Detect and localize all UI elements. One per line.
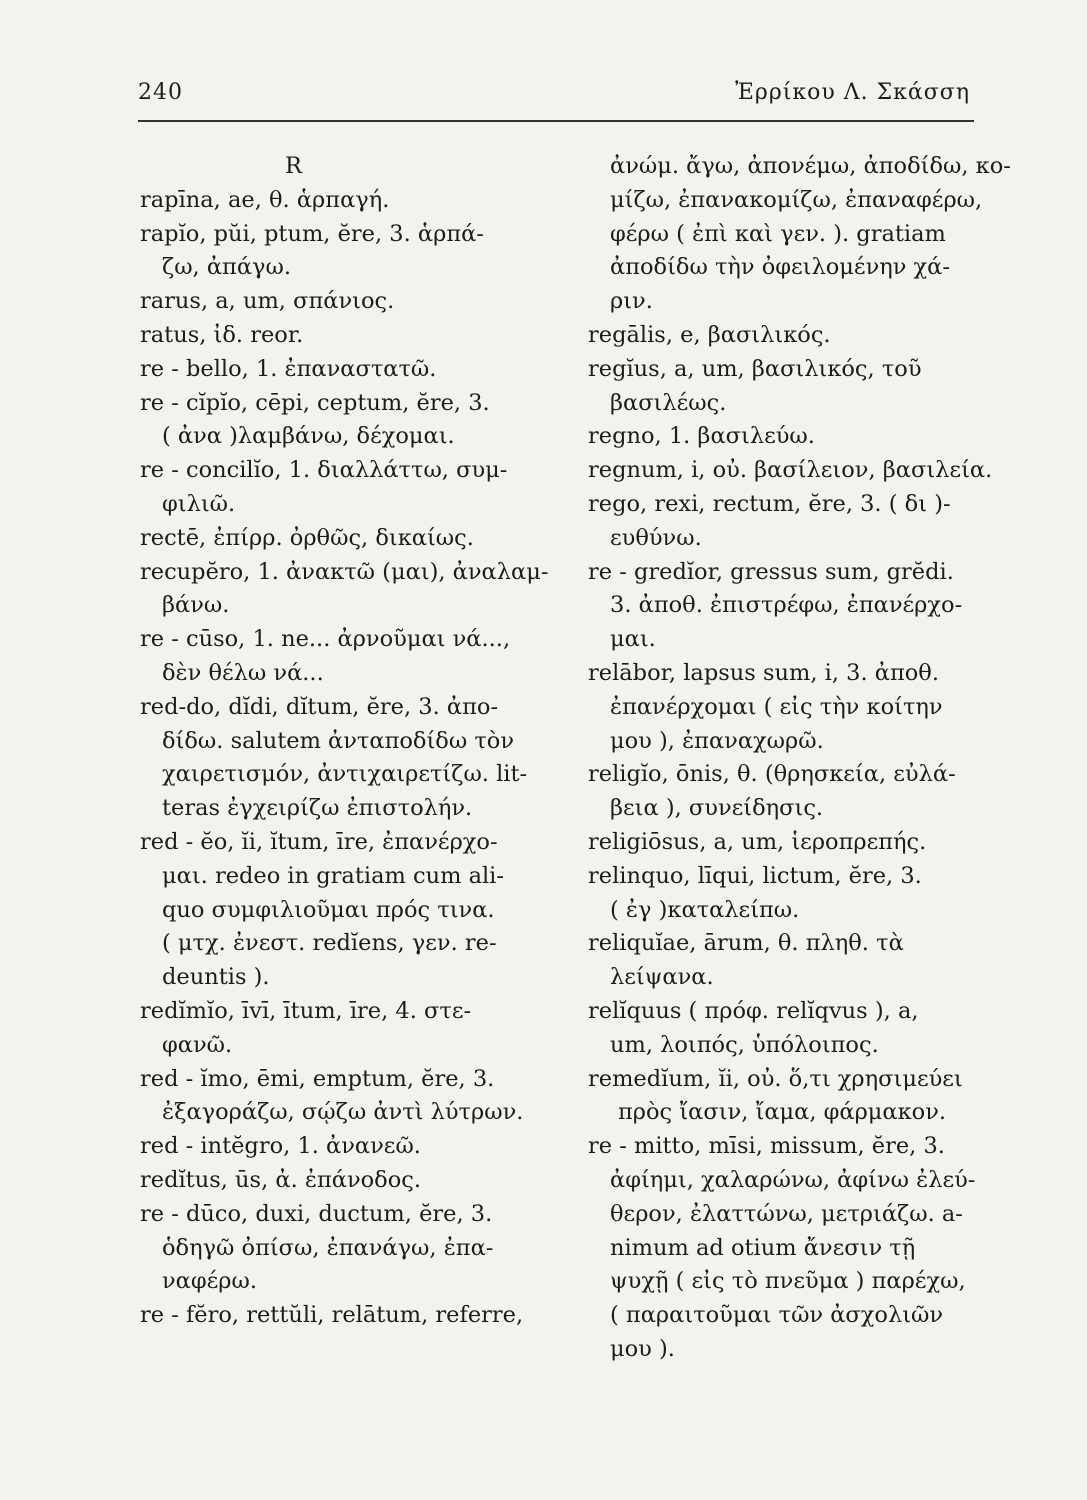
- dictionary-line: θερον, ἐλαττώνω, μετριάζω. a-: [610, 1200, 963, 1227]
- dictionary-line: φιλιῶ.: [162, 490, 236, 517]
- dictionary-line: ( ἀνα )λαμβάνω, δέχομαι.: [162, 423, 455, 450]
- dictionary-line: relĭquus ( πρόφ. relĭqvus ), a,: [588, 997, 919, 1024]
- dictionary-line: rapĭo, pŭi, ptum, ĕre, 3. ἁρπά-: [140, 220, 484, 247]
- dictionary-line: religiōsus, a, um, ἱεροπρεπής.: [588, 828, 927, 855]
- dictionary-line: nimum ad otium ἄνεσιν τῇ: [610, 1234, 916, 1261]
- dictionary-line: um, λοιπός, ὑπόλοιπος.: [610, 1031, 879, 1058]
- dictionary-line: ( μτχ. ἐνεστ. redĭens, γεν. re-: [162, 930, 497, 957]
- dictionary-line: regnum, i, οὐ. βασίλειον, βασιλεία.: [588, 457, 993, 484]
- dictionary-line: βάνω.: [162, 592, 230, 619]
- dictionary-line: red-do, dĭdi, dĭtum, ĕre, 3. ἀπο-: [140, 693, 499, 720]
- dictionary-line: redĭmĭo, īvī, ītum, īre, 4. στε-: [140, 997, 472, 1024]
- dictionary-line: ἀνώμ. ἄγω, ἀπονέμω, ἀποδίδω, κο-: [610, 153, 1011, 179]
- page-header: [138, 80, 970, 116]
- dictionary-line: ψυχῇ ( εἰς τὸ πνεῦμα ) παρέχω,: [610, 1268, 966, 1295]
- section-letter: R: [285, 153, 303, 179]
- dictionary-line: relābor, lapsus sum, i, 3. ἀποθ.: [588, 659, 939, 686]
- dictionary-line: δὲν θέλω νά...: [162, 659, 324, 686]
- dictionary-line: δίδω. salutem ἀνταποδίδω τὸν: [162, 727, 514, 754]
- dictionary-line: rectē, ἐπίρρ. ὀρθῶς, δικαίως.: [140, 524, 474, 551]
- dictionary-line: deuntis ).: [162, 964, 270, 991]
- dictionary-line: rarus, a, um, σπάνιος.: [140, 288, 395, 315]
- dictionary-line: μαι.: [610, 626, 656, 653]
- dictionary-line: remedĭum, ĭi, οὐ. ὅ,τι χρησιμεύει: [588, 1065, 963, 1092]
- dictionary-line: μαι. redeo in gratiam cum ali-: [162, 862, 504, 889]
- dictionary-line: ( ἐγ )καταλείπω.: [610, 896, 800, 923]
- dictionary-line: re - concilĭo, 1. διαλλάττω, συμ-: [140, 457, 508, 484]
- dictionary-line: πρὸς ἴασιν, ἴαμα, φάρμακον.: [618, 1099, 947, 1126]
- dictionary-line: χαιρετισμόν, ἀντιχαιρετίζω. lit-: [162, 761, 528, 788]
- dictionary-line: ναφέρω.: [162, 1268, 258, 1295]
- dictionary-line: reliquĭae, ārum, θ. πληθ. τὰ: [588, 930, 904, 957]
- dictionary-line: re - cĭpĭo, cēpi, ceptum, ĕre, 3.: [140, 389, 490, 416]
- dictionary-line: re - fĕro, rettŭli, relātum, referre,: [140, 1302, 524, 1329]
- dictionary-line: ὁδηγῶ ὀπίσω, ἐπανάγω, ἐπα-: [162, 1234, 494, 1261]
- dictionary-line: relinquo, līqui, lictum, ĕre, 3.: [588, 862, 922, 889]
- dictionary-line: regālis, e, βασιλικός.: [588, 321, 831, 348]
- dictionary-line: ευθύνω.: [610, 524, 702, 551]
- dictionary-line: teras ἐγχειρίζω ἐπιστολήν.: [162, 795, 473, 822]
- dictionary-line: βεια ), συνείδησις.: [610, 795, 824, 822]
- dictionary-line: φέρω ( ἐπὶ καὶ γεν. ). gratiam: [610, 220, 946, 247]
- dictionary-line: re - mitto, mīsi, missum, ĕre, 3.: [588, 1133, 945, 1160]
- dictionary-line: λείψανα.: [610, 964, 714, 991]
- dictionary-line: re - gredĭor, gressus sum, grĕdi.: [588, 558, 954, 585]
- dictionary-line: red - intĕgro, 1. ἀνανεῶ.: [140, 1133, 421, 1160]
- running-head: Ἐρρίκου Λ. Σκάσση: [735, 80, 970, 105]
- dictionary-line: ζω, ἀπάγω.: [162, 254, 291, 281]
- dictionary-line: 3. ἀποθ. ἐπιστρέφω, ἐπανέρχο-: [610, 592, 963, 619]
- dictionary-line: μου ), ἐπαναχωρῶ.: [610, 727, 824, 754]
- dictionary-line: religĭo, ōnis, θ. (θρησκεία, εὐλά-: [588, 761, 956, 788]
- dictionary-line: red - ĕo, ĭi, ĭtum, īre, ἐπανέρχο-: [140, 828, 498, 855]
- left-column: [140, 150, 568, 1333]
- dictionary-line: μίζω, ἐπανακομίζω, ἐπαναφέρω,: [610, 186, 983, 213]
- dictionary-line: regĭus, a, um, βασιλικός, τοῦ: [588, 355, 922, 382]
- dictionary-line: rapīna, ae, θ. ἁρπαγή.: [140, 186, 390, 213]
- dictionary-line: μου ).: [610, 1335, 675, 1362]
- dictionary-line: rego, rexi, rectum, ĕre, 3. ( δι )-: [588, 490, 951, 517]
- right-column: [588, 150, 1016, 1367]
- dictionary-line: ριν.: [610, 288, 653, 315]
- dictionary-line: ἀποδίδω τὴν ὀφειλομένην χά-: [610, 254, 950, 281]
- dictionary-line: ἀφίημι, χαλαρώνω, ἀφίνω ἐλεύ-: [610, 1166, 976, 1193]
- page-number: 240: [138, 80, 183, 105]
- dictionary-line: recupĕro, 1. ἀνακτῶ (μαι), ἀναλαμ-: [140, 558, 549, 585]
- header-rule: [138, 120, 974, 122]
- dictionary-line: red - ĭmo, ēmi, emptum, ĕre, 3.: [140, 1065, 495, 1092]
- dictionary-line: ἐπανέρχομαι ( εἰς τὴν κοίτην: [610, 693, 943, 720]
- dictionary-line: re - dūco, duxi, ductum, ĕre, 3.: [140, 1200, 493, 1227]
- dictionary-line: redĭtus, ūs, ἀ. ἐπάνοδος.: [140, 1166, 422, 1193]
- dictionary-line: re - bello, 1. ἐπαναστατῶ.: [140, 355, 437, 382]
- dictionary-line: βασιλέως.: [610, 389, 727, 416]
- dictionary-line: regno, 1. βασιλεύω.: [588, 423, 815, 450]
- dictionary-line: ἐξαγοράζω, σῴζω ἀντὶ λύτρων.: [162, 1099, 524, 1126]
- dictionary-line: quo συμφιλιοῦμαι πρός τινα.: [162, 896, 495, 923]
- dictionary-line: ( παραιτοῦμαι τῶν ἀσχολιῶν: [610, 1302, 944, 1329]
- dictionary-line: ratus, ἰδ. reor.: [140, 321, 304, 348]
- dictionary-line: re - cūso, 1. ne... ἀρνοῦμαι νά...,: [140, 626, 511, 653]
- dictionary-line: φανῶ.: [162, 1031, 233, 1058]
